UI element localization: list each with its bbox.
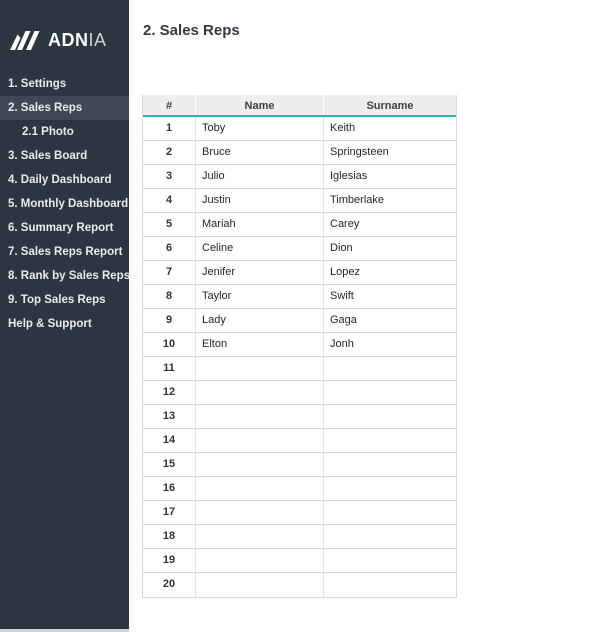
row-number-cell[interactable]: 15 bbox=[143, 453, 196, 476]
surname-cell[interactable] bbox=[324, 501, 456, 524]
column-header-number: # bbox=[143, 95, 196, 115]
sidebar-item-7-sales-reps-report[interactable]: 7. Sales Reps Report bbox=[8, 246, 123, 258]
surname-cell[interactable]: Dion bbox=[330, 242, 353, 254]
name-cell[interactable] bbox=[196, 381, 324, 404]
table-row bbox=[143, 285, 456, 309]
table-row bbox=[143, 477, 456, 501]
row-number-cell[interactable]: 1 bbox=[143, 117, 196, 140]
surname-cell[interactable]: Carey bbox=[330, 218, 360, 230]
sidebar-item-9-top-sales-reps[interactable]: 9. Top Sales Reps bbox=[8, 294, 106, 306]
table-body bbox=[143, 117, 456, 597]
page-title: 2. Sales Reps bbox=[143, 22, 240, 39]
sidebar-item-3-sales-board[interactable]: 3. Sales Board bbox=[8, 150, 88, 162]
name-cell[interactable] bbox=[196, 405, 324, 428]
name-cell[interactable] bbox=[196, 549, 324, 572]
table-row bbox=[143, 573, 456, 597]
row-number-cell[interactable]: 10 bbox=[143, 333, 196, 356]
table-row bbox=[143, 405, 456, 429]
name-cell[interactable]: Jenifer bbox=[196, 261, 324, 284]
name-cell[interactable]: Celine bbox=[196, 237, 324, 260]
name-cell[interactable] bbox=[196, 477, 324, 500]
surname-cell[interactable] bbox=[324, 573, 456, 597]
column-header-name: Name bbox=[196, 95, 324, 115]
table-row bbox=[143, 429, 456, 453]
row-number-cell[interactable]: 7 bbox=[143, 261, 196, 284]
main-content bbox=[129, 0, 600, 632]
surname-cell[interactable] bbox=[324, 429, 456, 452]
table-row bbox=[143, 381, 456, 405]
surname-cell[interactable] bbox=[324, 381, 456, 404]
sales-reps-table bbox=[142, 95, 457, 598]
table-row bbox=[143, 333, 456, 357]
row-number-cell[interactable]: 13 bbox=[143, 405, 196, 428]
table-row bbox=[143, 453, 456, 477]
table-row bbox=[143, 549, 456, 573]
surname-cell[interactable]: Swift bbox=[330, 290, 354, 302]
sidebar-item-2-1-photo[interactable]: 2.1 Photo bbox=[22, 126, 74, 138]
name-cell[interactable]: Justin bbox=[196, 189, 324, 212]
row-number-cell[interactable]: 17 bbox=[143, 501, 196, 524]
name-cell[interactable] bbox=[196, 501, 324, 524]
surname-cell[interactable] bbox=[324, 549, 456, 572]
sidebar-item-1-settings[interactable]: 1. Settings bbox=[8, 78, 67, 90]
table-row bbox=[143, 357, 456, 381]
row-number-cell[interactable]: 2 bbox=[143, 141, 196, 164]
table-row bbox=[143, 165, 456, 189]
logo-text-light: IA bbox=[88, 30, 107, 50]
row-number-cell[interactable]: 18 bbox=[143, 525, 196, 548]
surname-cell[interactable]: Jonh bbox=[330, 338, 354, 350]
table-row bbox=[143, 189, 456, 213]
surname-cell[interactable]: Timberlake bbox=[330, 194, 384, 206]
table-row bbox=[143, 237, 456, 261]
row-number-cell[interactable]: 3 bbox=[143, 165, 196, 188]
row-number-cell[interactable]: 11 bbox=[143, 357, 196, 380]
sidebar bbox=[0, 0, 129, 629]
adnia-logo-text bbox=[48, 31, 107, 49]
name-cell[interactable] bbox=[196, 525, 324, 548]
logo-text-bold: ADN bbox=[48, 30, 89, 50]
table-row bbox=[143, 309, 456, 333]
name-cell[interactable]: Lady bbox=[196, 309, 324, 332]
name-cell[interactable]: Elton bbox=[196, 333, 324, 356]
name-cell[interactable]: Taylor bbox=[196, 285, 324, 308]
sidebar-item-help-support[interactable]: Help & Support bbox=[8, 318, 92, 330]
table-row bbox=[143, 117, 456, 141]
table-row bbox=[143, 213, 456, 237]
name-cell[interactable] bbox=[196, 429, 324, 452]
name-cell[interactable] bbox=[196, 357, 324, 380]
surname-cell[interactable] bbox=[324, 453, 456, 476]
surname-cell[interactable] bbox=[324, 477, 456, 500]
name-cell[interactable]: Bruce bbox=[196, 141, 324, 164]
sidebar-nav bbox=[0, 72, 129, 336]
adnia-logo-icon bbox=[10, 31, 40, 50]
row-number-cell[interactable]: 5 bbox=[143, 213, 196, 236]
row-number-cell[interactable]: 8 bbox=[143, 285, 196, 308]
name-cell[interactable]: Mariah bbox=[196, 213, 324, 236]
name-cell[interactable] bbox=[196, 453, 324, 476]
name-cell[interactable]: Toby bbox=[196, 117, 324, 140]
surname-cell[interactable] bbox=[324, 357, 456, 380]
surname-cell[interactable] bbox=[324, 525, 456, 548]
sidebar-item-4-daily-dashboard[interactable]: 4. Daily Dashboard bbox=[8, 174, 112, 186]
row-number-cell[interactable]: 16 bbox=[143, 477, 196, 500]
surname-cell[interactable]: Springsteen bbox=[330, 146, 389, 158]
sidebar-item-2-sales-reps[interactable]: 2. Sales Reps bbox=[0, 96, 129, 120]
surname-cell[interactable] bbox=[324, 405, 456, 428]
sidebar-item-6-summary-report[interactable]: 6. Summary Report bbox=[8, 222, 114, 234]
surname-cell[interactable]: Iglesias bbox=[330, 170, 368, 182]
adnia-logo bbox=[0, 0, 129, 56]
table-row bbox=[143, 525, 456, 549]
surname-cell[interactable]: Keith bbox=[330, 122, 356, 134]
row-number-cell[interactable]: 14 bbox=[143, 429, 196, 452]
row-number-cell[interactable]: 12 bbox=[143, 381, 196, 404]
row-number-cell[interactable]: 20 bbox=[143, 573, 196, 597]
row-number-cell[interactable]: 9 bbox=[143, 309, 196, 332]
row-number-cell[interactable]: 6 bbox=[143, 237, 196, 260]
column-header-surname: Surname bbox=[366, 100, 414, 112]
name-cell[interactable]: Julio bbox=[196, 165, 324, 188]
table-row bbox=[143, 501, 456, 525]
row-number-cell[interactable]: 4 bbox=[143, 189, 196, 212]
surname-cell[interactable]: Gaga bbox=[330, 314, 357, 326]
table-row bbox=[143, 141, 456, 165]
row-number-cell[interactable]: 19 bbox=[143, 549, 196, 572]
name-cell[interactable] bbox=[196, 573, 324, 597]
sidebar-item-8-rank-by-sales-reps[interactable]: 8. Rank by Sales Reps bbox=[8, 270, 131, 282]
table-row bbox=[143, 261, 456, 285]
surname-cell[interactable]: Lopez bbox=[330, 266, 360, 278]
sidebar-item-5-monthly-dashboard[interactable]: 5. Monthly Dashboard bbox=[8, 198, 129, 210]
table-header-row bbox=[143, 95, 456, 117]
